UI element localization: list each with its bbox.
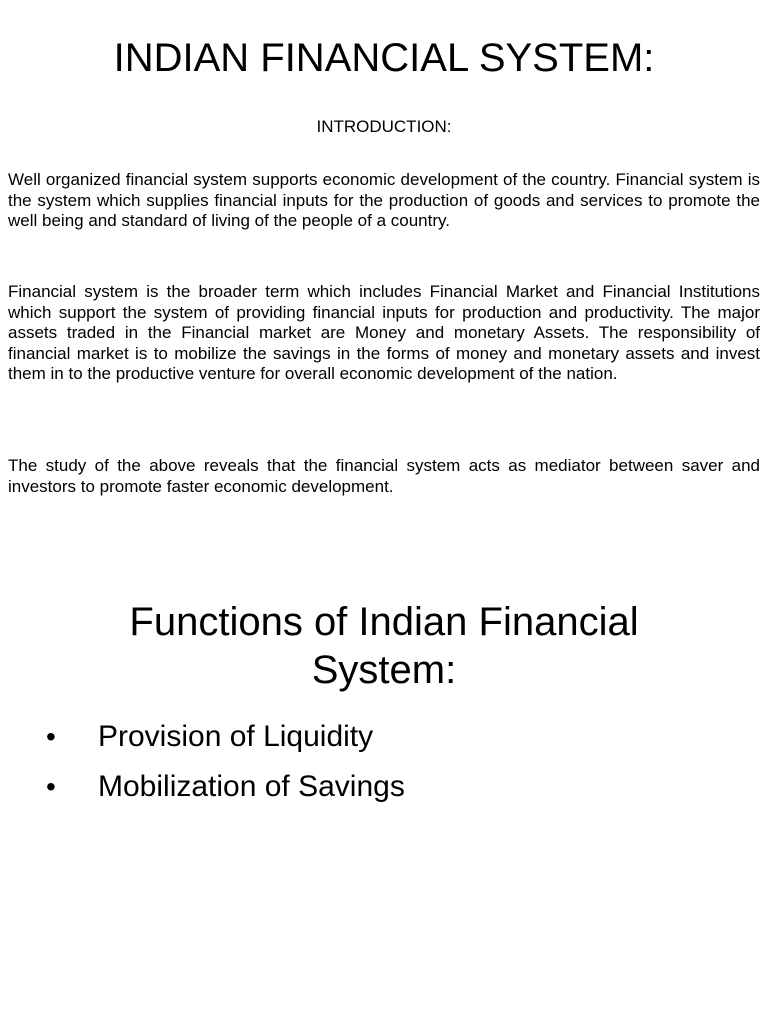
paragraph-2: Financial system is the broader term which includes Financial Market and Financial Institutions which support the system of providing financial inputs for production and productivity. The major assets traded in the Financial market are Money and monetary Assets. The responsibility of financial market is to mobilize the savings in the forms of money and monetary assets and invest them in to the productive venture for overall economic development of the nation. (8, 282, 760, 384)
paragraph-3: The study of the above reveals that the financial system acts as mediator between saver and investors to promote faster economic development. (8, 456, 760, 496)
list-item-text: Provision of Liquidity (98, 720, 374, 753)
functions-title-line-1: Functions of Indian Financial (129, 600, 639, 644)
list-item-text: Mobilization of Savings (98, 770, 405, 803)
page-title: INDIAN FINANCIAL SYSTEM: (113, 36, 655, 80)
bullet-icon: • (46, 771, 56, 802)
introduction-heading: INTRODUCTION: (316, 117, 452, 136)
functions-list (0, 712, 768, 812)
slide-functions (0, 512, 768, 1024)
paragraph-1: Well organized financial system supports economic development of the country. Financial system is the system which supplies financial inputs for the production of goods and services to promote the well being and standard of living of the people of a country. (8, 170, 760, 231)
list-item (0, 712, 768, 762)
functions-title-line-2: System: (311, 648, 457, 692)
bullet-icon: • (46, 721, 56, 752)
functions-title (0, 598, 768, 694)
list-item (0, 762, 768, 812)
